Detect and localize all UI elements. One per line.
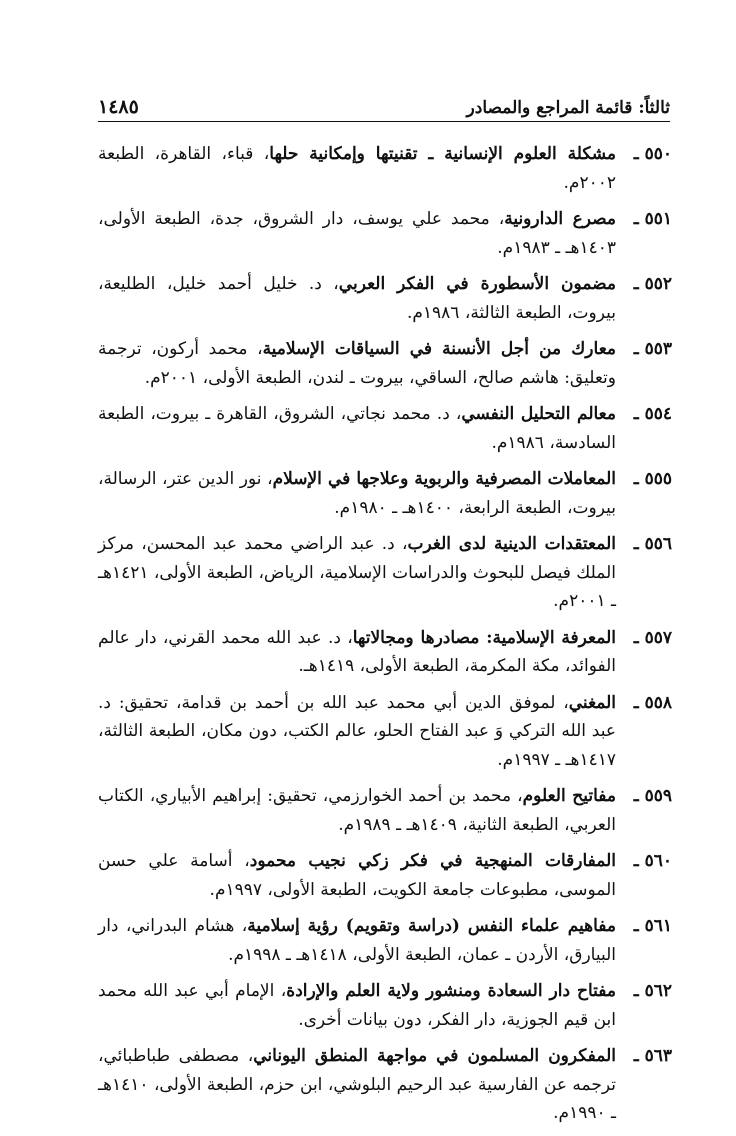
- bibliography-list: [98, 140, 672, 1136]
- entry-text: [98, 689, 616, 775]
- entry-details: ، هشام البدراني، دار البيارق، الأردن ـ عمان، الطبعة الأولى، ١٤١٨هـ ـ ١٩٩٨م.: [98, 916, 616, 965]
- entry-number: ٥٥٣ ـ: [633, 339, 672, 359]
- entry-title: مفتاح دار السعادة ومنشور ولاية العلم والإرادة: [286, 981, 616, 1001]
- entry-details: ، د. محمد نجاتي، الشروق، القاهرة ـ بيروت، الطبعة السادسة، ١٩٨٦م.: [98, 404, 616, 453]
- entry-title: المفكرون المسلمون في مواجهة المنطق اليوناني: [253, 1046, 616, 1066]
- entry-number: ٥٦١ ـ: [633, 916, 672, 936]
- bibliography-entry: [98, 335, 672, 392]
- entry-text: [98, 912, 616, 969]
- entry-title: معالم التحليل النفسي: [461, 404, 616, 424]
- entry-text: [98, 465, 616, 522]
- entry-text: [98, 335, 616, 392]
- entry-number: ٥٦٠ ـ: [633, 851, 672, 871]
- bibliography-entry: [98, 912, 672, 969]
- entry-number: ٥٥٩ ـ: [633, 786, 672, 806]
- bibliography-entry: [98, 782, 672, 839]
- bibliography-entry: [98, 1042, 672, 1128]
- entry-number: ٥٦٢ ـ: [633, 981, 672, 1001]
- entry-details: ، محمد أركون، ترجمة وتعليق: هاشم صالح، الساقي، بيروت ـ لندن، الطبعة الأولى، ٢٠٠١م.: [98, 339, 616, 388]
- entry-number: ٥٥٦ ـ: [633, 534, 672, 554]
- running-header: [98, 88, 670, 122]
- bibliography-entry: [98, 205, 672, 262]
- entry-number: ٥٥٨ ـ: [633, 692, 672, 713]
- entry-details: ، قباء، القاهرة، الطبعة ٢٠٠٢م.: [98, 144, 616, 193]
- entry-title: المغني: [568, 692, 616, 713]
- entry-details: ، د. عبد الله محمد القرني، دار عالم الفوائد، مكة المكرمة، الطبعة الأولى، ١٤١٩هـ.: [98, 627, 616, 676]
- entry-title: مفاهيم علماء النفس (دراسة وتقويم) رؤية إسلامية: [247, 916, 616, 936]
- entry-title: المعاملات المصرفية والربوية وعلاجها في الإسلام: [272, 469, 616, 489]
- bibliography-entry: [98, 624, 672, 681]
- bibliography-entry: [98, 270, 672, 327]
- entry-number: ٥٥٧ ـ: [633, 627, 672, 648]
- entry-number: ٥٥٥ ـ: [633, 469, 672, 489]
- header-title: ثالثاً: قائمة المراجع والمصادر: [466, 98, 670, 118]
- entry-number: ٥٥١ ـ: [633, 209, 672, 229]
- bibliography-entry: [98, 465, 672, 522]
- entry-details: ، محمد علي يوسف، دار الشروق، جدة، الطبعة الأولى، ١٤٠٣هـ ـ ١٩٨٣م.: [98, 209, 616, 258]
- entry-text: [98, 1042, 616, 1128]
- bibliography-entry: [98, 400, 672, 457]
- entry-text: [98, 977, 616, 1034]
- entry-number: ٥٥٢ ـ: [633, 274, 672, 294]
- entry-title: مشكلة العلوم الإنسانية ـ تقنيتها وإمكانية حلها: [269, 144, 616, 164]
- entry-details: ، مصطفى طباطبائي، ترجمه عن الفارسية عبد الرحيم البلوشي، ابن حزم، الطبعة الأولى، ١٤١٠هـ ـ ١٩٩٠م.: [98, 1046, 616, 1123]
- bibliography-entry: [98, 977, 672, 1034]
- entry-details: ، أسامة علي حسن الموسى، مطبوعات جامعة الكويت، الطبعة الأولى، ١٩٩٧م.: [98, 851, 616, 900]
- bibliography-entry: [98, 140, 672, 197]
- entry-details: ، الإمام أبي عبد الله محمد ابن قيم الجوزية، دار الفكر، دون بيانات أخرى.: [98, 981, 616, 1030]
- entry-title: المعتقدات الدينية لدى الغرب: [407, 534, 616, 554]
- entry-details: ، د. عبد الراضي محمد عبد المحسن، مركز الملك فيصل للبحوث والدراسات الإسلامية، الرياض، الطبعة الأولى، ١٤٢١هـ ـ ٢٠٠١م.: [97, 534, 616, 611]
- entry-number: ٥٥٤ ـ: [633, 404, 672, 424]
- entry-title: المفارقات المنهجية في فكر زكي نجيب محمود: [249, 851, 616, 871]
- entry-text: [98, 400, 616, 457]
- bibliography-entry: [98, 689, 672, 775]
- entry-title: مضمون الأسطورة في الفكر العربي: [338, 274, 616, 294]
- entry-text: [98, 847, 616, 904]
- entry-text: [98, 624, 616, 681]
- bibliography-entry: [98, 847, 672, 904]
- entry-number: ٥٥٠ ـ: [633, 144, 672, 164]
- entry-text: [98, 782, 616, 839]
- entry-details: ، نور الدين عتر، الرسالة، بيروت، الطبعة الرابعة، ١٤٠٠هـ ـ ١٩٨٠م.: [98, 469, 616, 518]
- entry-details: ، محمد بن أحمد الخوارزمي، تحقيق: إبراهيم الأبياري، الكتاب العربي، الطبعة الثانية، ١٤٠٩هـ ـ ١٩٨٩م.: [98, 786, 616, 835]
- entry-details: ، د. خليل أحمد خليل، الطليعة، بيروت، الطبعة الثالثة، ١٩٨٦م.: [98, 274, 616, 323]
- entry-text: [98, 530, 616, 616]
- entry-number: ٥٦٣ ـ: [633, 1046, 672, 1066]
- entry-title: مفاتيح العلوم: [522, 786, 617, 806]
- entry-details: ، لموفق الدين أبي محمد عبد الله بن أحمد بن قدامة، تحقيق: د. عبد الله التركي وَ عبد الفتاح الحلو، عالم الكتب، دون مكان، الطبعة الثالثة، ١٤١٧هـ ـ ١٩٩٧م.: [98, 692, 616, 770]
- entry-text: [98, 270, 616, 327]
- bibliography-entry: [98, 530, 672, 616]
- entry-title: معارك من أجل الأنسنة في السياقات الإسلامية: [262, 339, 616, 359]
- entry-text: [98, 205, 616, 262]
- entry-title: مصرع الدارونية: [504, 209, 616, 229]
- entry-text: [98, 140, 616, 197]
- page-number: ١٤٨٥: [98, 96, 139, 118]
- entry-title: المعرفة الإسلامية: مصادرها ومجالاتها: [352, 627, 616, 648]
